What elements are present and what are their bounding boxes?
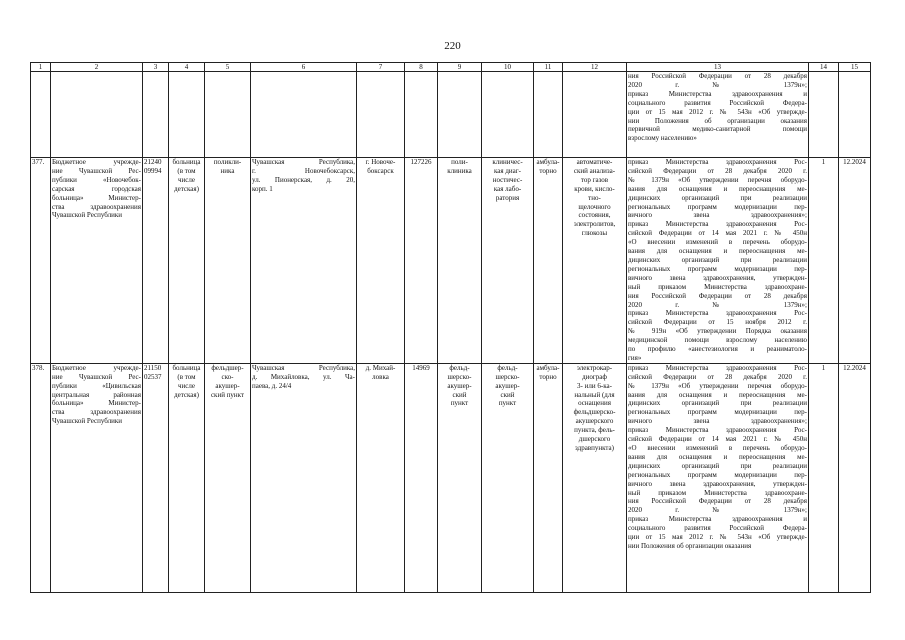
cell-text-line: пункт — [498, 399, 517, 408]
cell-text-line: гия» — [628, 353, 642, 362]
cell-text-line: кая диаг- — [494, 166, 521, 175]
cell-text-line: приказ Министерства здравоохранения Рос- — [628, 309, 807, 318]
cell-text-line: ский анализа- — [573, 166, 616, 175]
cell-text-line: ский пункт — [210, 390, 245, 399]
cell-text-line: ловка — [372, 372, 389, 381]
cell-text-line: № 1379н «Об утверждении перечня оборудо- — [628, 381, 807, 390]
column-header: 11 — [534, 63, 563, 72]
cell-text-line: сийской Федерации от 14 мая 2021 г. № 450н — [628, 229, 807, 238]
cell-text-line: числе — [178, 381, 195, 390]
cell-text-line: г. Новоче- — [365, 158, 396, 166]
column-header: 13 — [627, 63, 809, 72]
cell-text-line: 02537 — [144, 372, 162, 381]
cell-equipment — [563, 158, 627, 364]
cell-text-line: по профилю «анестезиология и реаниматоло- — [628, 345, 807, 354]
cell-regulatory-basis — [627, 72, 809, 158]
cell-text-line: глюкозы — [581, 229, 608, 238]
column-header: 6 — [251, 63, 357, 72]
cell-text-line: дицинских организаций при реализации — [628, 255, 807, 264]
cell-deadline — [839, 363, 871, 592]
cell-care-conditions — [534, 158, 563, 364]
cell-text-line: детская) — [174, 184, 199, 193]
cell-unit — [438, 363, 482, 592]
cell-text-line: дицинских организаций при реализации — [628, 193, 807, 202]
cell-text-line: боксарск — [367, 166, 394, 175]
cell-settlement — [357, 158, 405, 364]
cell-text-line: Бюджетное учрежде- — [52, 363, 141, 372]
cell-text-line: первичной медико-санитарной помощи — [628, 125, 807, 134]
cell-text-line: больница» Министер- — [52, 193, 141, 202]
cell-text-line: больница» Министер- — [52, 399, 141, 408]
cell-text-line: пункта, фель- — [574, 426, 615, 435]
cell-text-line: состояния, — [578, 211, 611, 220]
cell-text-line: (в том — [177, 372, 196, 381]
cell-text-line: тно- — [588, 193, 601, 202]
cell-text-line: 21240 — [144, 158, 162, 166]
cell-organization — [51, 363, 143, 592]
cell-text-line: клиничес- — [492, 158, 523, 166]
page-number: 220 — [444, 40, 461, 52]
cell-text-line: щелочного — [578, 202, 611, 211]
cell-text-line: фельдшер- — [211, 363, 244, 372]
cell-text-line: нии Положения об организации оказания — [628, 116, 807, 125]
cell-text-line: сарская городская — [52, 184, 141, 193]
cell-text-line: взрослому населению» — [628, 134, 697, 143]
cell-text-line: ский — [452, 390, 467, 399]
cell-text-line: 377. — [32, 158, 45, 166]
cell-text-line: 1 — [821, 158, 826, 166]
cell-institution-type — [169, 363, 205, 592]
cell-text-line: ский — [500, 390, 515, 399]
cell-text-line: Чувашская Республика, — [252, 363, 355, 372]
cell-text-line: (в том — [177, 166, 196, 175]
cell-text-line: ный приказом Министерства здравоохране- — [628, 282, 807, 291]
cell-text-line: здравпункта) — [575, 444, 614, 452]
column-header: 2 — [51, 63, 143, 72]
cell-text-line: вания для оснащения и переоснащения ме- — [628, 184, 807, 193]
cell-regulatory-basis — [627, 363, 809, 592]
cell-text-line: амбула- — [536, 363, 560, 372]
cell-text-line: 1 — [821, 363, 826, 372]
cell-text-line: 12.2024 — [843, 158, 866, 166]
cell-text-line: 3- или 6-ка- — [577, 381, 612, 390]
cell-text-line: вичного звена здравоохранения, утвержден- — [628, 479, 807, 488]
column-header: 1 — [31, 63, 51, 72]
cell-text-line: г. Новочебоксарск, — [252, 166, 355, 175]
cell-text-line: акушерского — [575, 417, 614, 426]
cell-text-line: Чувашской Республики — [52, 211, 123, 220]
cell-equipment — [563, 363, 627, 592]
cell-text-line: 12.2024 — [843, 363, 866, 372]
cell-text-line: ния Российской Федерации от 28 декабря — [628, 291, 807, 300]
cell-text-line: публики «Цивильская — [52, 381, 141, 390]
cell-text-line: вания для оснащения и переоснащения ме- — [628, 452, 807, 461]
cell-text-line: ный приказом Министерства здравоохране- — [628, 488, 807, 497]
cell-text-line: больница — [172, 363, 201, 372]
cell-text-line: фельдшерско- — [573, 408, 616, 417]
cell-text-line: торно — [539, 166, 557, 175]
cell-text-line: дицинских организаций при реализации — [628, 399, 807, 408]
cell-text-line: ско- — [221, 372, 234, 381]
cell-text-line: электрокар- — [576, 363, 613, 372]
cell-text-line: региональных программ модернизации пер- — [628, 408, 807, 417]
cell-organization — [51, 158, 143, 364]
cell-text-line: Чувашская Республика, — [252, 158, 355, 166]
column-header: 9 — [438, 63, 482, 72]
cell-text-line: региональных программ модернизации пер- — [628, 264, 807, 273]
cell-text-line: «О внесении изменений в перечень оборудо- — [628, 444, 807, 452]
cell-text-line: Чувашской Республики — [52, 417, 123, 426]
cell-text-line: больница — [172, 158, 201, 166]
table-row-continuation — [31, 72, 871, 158]
cell-text-line: крови, кисло- — [574, 184, 615, 193]
cell-text-line: числе — [178, 175, 195, 184]
cell-row-number — [31, 158, 51, 364]
cell-department — [482, 158, 534, 364]
cell-text-line: автоматиче- — [576, 158, 613, 166]
cell-text-line: публики «Новочебок- — [52, 175, 141, 184]
column-header: 4 — [169, 63, 205, 72]
cell-text-line: амбула- — [536, 158, 560, 166]
cell-care-conditions — [534, 363, 563, 592]
cell-address — [251, 158, 357, 364]
cell-text-line: приказ Министерства здравоохранения Рос- — [628, 363, 807, 372]
cell-text-line: детская) — [174, 390, 199, 399]
cell-text-line: шерско- — [447, 372, 472, 381]
cell-text-line: приказ Министерства здравоохранения Рос- — [628, 426, 807, 435]
cell-text-line: региональных программ модернизации пер- — [628, 202, 807, 211]
cell-text-line: сийской Федерации от 15 ноября 2012 г. — [628, 318, 807, 327]
cell-text-line: приказ Министерства здравоохранения и — [628, 89, 807, 98]
cell-text-line: приказ Министерства здравоохранения и — [628, 515, 807, 524]
cell-code — [143, 158, 169, 364]
cell-text-line: кая лабо- — [493, 184, 522, 193]
cell-text-line: вания для оснащения и переоснащения ме- — [628, 390, 807, 399]
cell-text-line: д. Михай- — [365, 363, 396, 372]
table-row — [31, 158, 871, 364]
cell-text-line: нии Положения об организации оказания — [628, 541, 752, 550]
cell-text-line: клиника — [447, 166, 472, 175]
column-header: 12 — [563, 63, 627, 72]
cell-text-line: сийской Федерации от 28 декабря 2020 г. — [628, 372, 807, 381]
column-header: 15 — [839, 63, 871, 72]
cell-text-line: № 919н «Об утверждении Порядка оказания — [628, 327, 807, 336]
cell-text-line: дицинских организаций при реализации — [628, 461, 807, 470]
cell-text-line: д. Михайловка, ул. Ча- — [252, 372, 355, 381]
cell-text-line: торно — [539, 372, 557, 381]
cell-quantity — [809, 158, 839, 364]
cell-text-line: фельд- — [497, 363, 518, 372]
cell-text-line: ника — [220, 166, 235, 175]
equipment-registry-table — [30, 62, 871, 593]
cell-text-line: вания для оснащения и переоснащения ме- — [628, 247, 807, 256]
cell-text-line: тор газов — [580, 175, 609, 184]
cell-population — [405, 158, 438, 364]
cell-text-line: 2020 г. № 1379н»; — [628, 80, 807, 89]
cell-text-line: медицинской помощи взрослому населению — [628, 336, 807, 345]
cell-text-line: приказ Министерства здравоохранения Рос- — [628, 220, 807, 229]
cell-text-line: 378. — [32, 363, 45, 372]
cell-code — [143, 363, 169, 592]
column-header: 7 — [357, 63, 405, 72]
cell-text-line: 127226 — [410, 158, 432, 166]
column-header: 10 — [482, 63, 534, 72]
cell-text-line: 09994 — [144, 166, 162, 175]
cell-text-line: фельд- — [449, 363, 470, 372]
cell-text-line: сийской Федерации от 14 мая 2021 г. № 450н — [628, 435, 807, 444]
cell-text-line: ние Чувашской Рес- — [52, 372, 141, 381]
cell-regulatory-basis — [627, 158, 809, 364]
cell-unit — [438, 158, 482, 364]
cell-text-line: приказ Министерства здравоохранения Рос- — [628, 158, 807, 166]
cell-text-line: корп. 1 — [252, 184, 273, 193]
cell-text-line: 2020 г. № 1379н»; — [628, 300, 807, 309]
cell-text-line: региональных программ модернизации пер- — [628, 470, 807, 479]
cell-text-line: электролитов, — [573, 220, 616, 229]
cell-text-line: вичного звена здравоохранения, утвержден- — [628, 273, 807, 282]
cell-text-line: вичного звена здравоохранения»; — [628, 417, 807, 426]
cell-text-line: Бюджетное учрежде- — [52, 158, 141, 166]
cell-text-line: поли- — [451, 158, 468, 166]
cell-text-line: пункт — [450, 399, 469, 408]
cell-text-line: 14969 — [412, 363, 430, 372]
table-row — [31, 363, 871, 592]
column-number-header-row — [31, 63, 871, 72]
cell-text-line: ул. Пионерская, д. 20, — [252, 175, 355, 184]
cell-text-line: нальный (для — [574, 390, 615, 399]
cell-text-line: № 1379н «Об утверждении перечня оборудо- — [628, 175, 807, 184]
cell-text-line: вичного звена здравоохранения»; — [628, 211, 807, 220]
column-header: 8 — [405, 63, 438, 72]
cell-department — [482, 363, 534, 592]
cell-text-line: 2020 г. № 1379н»; — [628, 506, 807, 515]
cell-facility-type — [205, 363, 251, 592]
cell-population — [405, 363, 438, 592]
column-header: 3 — [143, 63, 169, 72]
cell-row-number — [31, 363, 51, 592]
cell-text-line: шерско- — [495, 372, 520, 381]
cell-text-line: поликли- — [213, 158, 242, 166]
cell-text-line: акушер- — [447, 381, 472, 390]
cell-text-line: центральная районная — [52, 390, 141, 399]
cell-text-line: ратория — [495, 193, 520, 202]
cell-text-line: ния Российской Федерации от 28 декабря — [628, 497, 807, 506]
cell-text-line: дшерского — [578, 435, 611, 444]
cell-settlement — [357, 363, 405, 592]
cell-text-line: акушер- — [215, 381, 240, 390]
cell-text-line: диограф — [582, 372, 607, 381]
cell-text-line: ства здравоохранения — [52, 408, 141, 417]
cell-text-line: 21150 — [144, 363, 162, 372]
column-header: 14 — [809, 63, 839, 72]
cell-text-line: акушер- — [495, 381, 520, 390]
cell-text-line: ства здравоохранения — [52, 202, 141, 211]
cell-text-line: социального развития Российской Федера- — [628, 524, 807, 533]
cell-text-line: ции от 15 мая 2012 г. № 543н «Об утвержде- — [628, 107, 807, 116]
cell-text-line: «О внесении изменений в перечень оборудо- — [628, 238, 807, 247]
cell-text-line: социального развития Российской Федера- — [628, 98, 807, 107]
cell-text-line: ностичес- — [492, 175, 523, 184]
cell-institution-type — [169, 158, 205, 364]
cell-facility-type — [205, 158, 251, 364]
cell-text-line: ции от 15 мая 2012 г. № 543н «Об утвержде- — [628, 533, 807, 542]
cell-text-line: ние Чувашской Рес- — [52, 166, 141, 175]
cell-text-line: паева, д. 24/4 — [252, 381, 292, 390]
cell-address — [251, 363, 357, 592]
column-header: 5 — [205, 63, 251, 72]
cell-text-line: сийской Федерации от 28 декабря 2020 г. — [628, 166, 807, 175]
cell-quantity — [809, 363, 839, 592]
cell-text-line: оснащения — [578, 399, 611, 408]
cell-text-line: ния Российской Федерации от 28 декабря — [628, 72, 807, 80]
cell-deadline — [839, 158, 871, 364]
